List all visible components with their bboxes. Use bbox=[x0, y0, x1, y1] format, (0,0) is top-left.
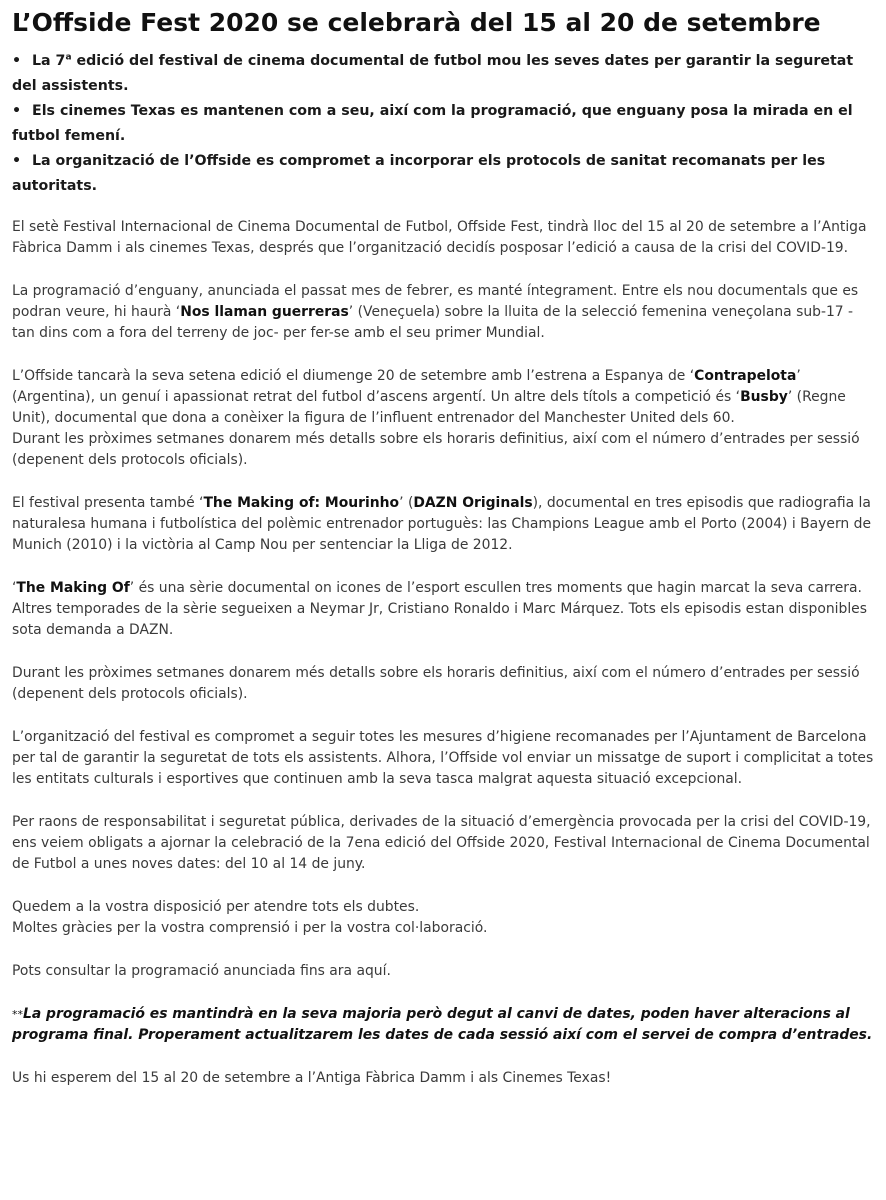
highlights-list bbox=[12, 49, 874, 199]
text-run: ’ (Veneçuela) sobre la lluita de la selecció femenina veneçolana sub-17 -tan dins com a fora del terreny de joc- per fer-se amb el seu primer Mundial. bbox=[12, 304, 854, 341]
highlight-item bbox=[12, 99, 874, 149]
text-run: Pots consultar la programació anunciada bbox=[12, 963, 301, 979]
paragraph-postponement: Per raons de responsabilitat i seguretat pública, derivades de la situació d’emergència provocada per la crisi del COVID-19, ens veiem obligats a ajornar la celebració de la 7ena edició del Offside 2020, Festival Internacional de Cinema Documental de Futbol a unes noves dates: del 10 al 14 de juny. bbox=[12, 814, 871, 872]
note-paragraph bbox=[12, 1004, 874, 1046]
note-text: La programació es mantindrà en la seva majoria però degut al canvi de dates, poden haver alteracions al programa final. Properament actualitzarem les dates de cada sessió així com el servei de compra d’entrades. bbox=[12, 1006, 873, 1043]
series-title: The Making Of bbox=[16, 580, 130, 596]
highlight-text: edició del festival de cinema documental de futbol mou les seves dates per garantir la seguretat del assistents. bbox=[12, 53, 854, 94]
text-run: ’ és una sèrie documental on icones de l’esport escullen tres moments que hagin marcat la seva carrera. Altres temporades de la sèrie segueixen a Neymar Jr, Cristiano Ronaldo i Marc Márquez. Tots els episodis estan disponibles sota demanda a DAZN. bbox=[12, 580, 867, 638]
text-run: ‘ bbox=[12, 580, 17, 596]
paragraph-mourinho bbox=[12, 493, 874, 556]
text-run: . bbox=[386, 963, 391, 979]
bullet-icon: • bbox=[12, 53, 22, 69]
paragraph-thanks bbox=[12, 897, 874, 939]
text-run: ’ ( bbox=[399, 495, 414, 511]
film-title: Nos llaman guerreras bbox=[180, 304, 349, 320]
footnote-marker: ** bbox=[12, 1008, 23, 1021]
article-title: L’Offside Fest 2020 se celebrarà del 15 al 20 de setembre bbox=[12, 8, 821, 37]
paragraph-hygiene: L’organització del festival es compromet a seguir totes les mesures d’higiene recomanades per l’Ajuntament de Barcelona per tal de garantir la seguretat de tots els assistents. Alhora, l’Offside vol enviar un missatge de suport i complicitat a totes les entitats culturals i esportives que continuen amb la seva tasca malgrat aquesta situació excepcional. bbox=[12, 729, 874, 787]
text-run: ), documental en tres episodis que radiografia la naturalesa humana i futbolística del polèmic entrenador portuguès: las Champions League amb el Porto (2004) i Bayern de Munich (2010) i la victòria al Camp Nou per sentenciar la Lliga de 2012. bbox=[12, 495, 872, 553]
brand-name: DAZN Originals bbox=[413, 495, 533, 511]
bullet-icon: • bbox=[12, 153, 22, 169]
highlight-text: Els cinemes Texas es mantenen com a seu, així com la programació, que enguany posa la mirada en el futbol femení. bbox=[12, 103, 853, 144]
film-title: The Making of: Mourinho bbox=[203, 495, 400, 511]
programme-link[interactable]: fins ara aquí bbox=[300, 963, 387, 979]
paragraph-programme-link bbox=[12, 961, 874, 982]
film-title: Busby bbox=[740, 389, 788, 405]
text-run: ’ (Argentina), un genuí i apassionat retrat del futbol d’ascens argentí. Un altre dels títols a competició és ‘ bbox=[12, 368, 801, 405]
highlight-text: La 7 bbox=[32, 53, 66, 69]
text-run: Moltes gràcies per la vostra comprensió i per la vostra col·laboració. bbox=[12, 920, 488, 936]
highlight-text: La organització de l’Offside es compromet a incorporar els protocols de sanitat recomanats per les autoritats. bbox=[12, 153, 826, 194]
paragraph-making-of bbox=[12, 578, 874, 641]
text-run: Durant les pròximes setmanes donarem més detalls sobre els horaris definitius, així com el número d’entrades per sessió (depenent dels protocols oficials). bbox=[12, 431, 860, 468]
highlight-item bbox=[12, 49, 874, 99]
paragraph-closing-film bbox=[12, 366, 874, 471]
paragraph-closing: Us hi esperem del 15 al 20 de setembre a l’Antiga Fàbrica Damm i als Cinemes Texas! bbox=[12, 1070, 612, 1086]
ordinal-suffix: a bbox=[65, 52, 72, 63]
paragraph-schedule: Durant les pròximes setmanes donarem més detalls sobre els horaris definitius, així com el número d’entrades per sessió (depenent dels protocols oficials). bbox=[12, 665, 860, 702]
paragraph-intro: El setè Festival Internacional de Cinema Documental de Futbol, Offside Fest, tindrà lloc del 15 al 20 de setembre a l’Antiga Fàbrica Damm i als cinemes Texas, després que l’organització decidís posposar l’edició a causa de la crisi del COVID-19. bbox=[12, 219, 867, 256]
highlight-item bbox=[12, 149, 874, 199]
text-run: El festival presenta també ‘ bbox=[12, 495, 204, 511]
paragraph-programme bbox=[12, 281, 874, 344]
bullet-icon: • bbox=[12, 103, 22, 119]
film-title: Contrapelota bbox=[694, 368, 797, 384]
text-run: La programació d’enguany, anunciada el passat mes de febrer, es manté íntegrament. Entre els nou documentals que es podran veure, hi haurà ‘ bbox=[12, 283, 859, 320]
text-run: Quedem a la vostra disposició per atendre tots els dubtes. bbox=[12, 899, 420, 915]
text-run: L’Offside tancarà la seva setena edició el diumenge 20 de setembre amb l’estrena a Espanya de ‘ bbox=[12, 368, 695, 384]
text-run: ’ (Regne Unit), documental que dona a conèixer la figura de l’influent entrenador del Manchester United dels 60. bbox=[12, 389, 846, 426]
